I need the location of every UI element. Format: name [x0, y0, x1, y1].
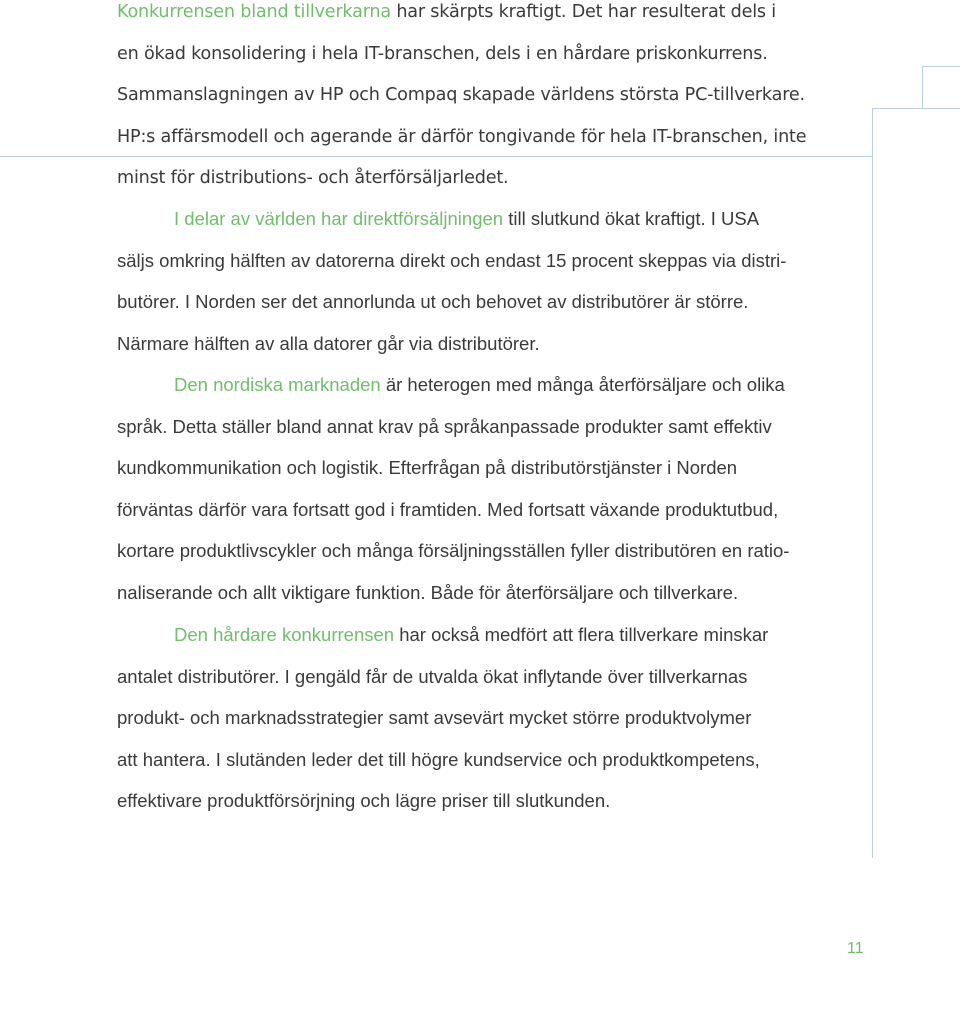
paragraph-competition-manufacturers [117, 0, 817, 200]
decorative-rule [872, 108, 873, 858]
paragraph-direct-sales [117, 198, 817, 364]
text-line: att hantera. I slutänden leder det till högre kundservice och produktkompetens, [117, 748, 760, 770]
decorative-rule [922, 66, 923, 108]
text-line: minst för distributions- och återförsäljarledet. [117, 168, 509, 188]
paragraph-harder-competition [117, 614, 817, 822]
text-line: antalet distributörer. I gengäld får de utvalda ökat inflytande över tillverkarnas [117, 665, 748, 687]
text-line: Närmare hälften av alla datorer går via distributörer. [117, 332, 540, 354]
highlight-phrase: I delar av världen har direktförsäljningen [174, 208, 504, 229]
text-line: en ökad konsolidering i hela IT-branschen, dels i en hårdare priskonkurrens. [117, 43, 768, 64]
text-line: HP:s affärsmodell och agerande är därför tongivande för hela IT-branschen, inte [117, 126, 807, 147]
text-line: Konkurrensen bland tillverkarna har skärpts kraftigt. Det har resulterat dels i [117, 2, 776, 22]
paragraph-nordic-market [117, 364, 817, 613]
text-line: Den hårdare konkurrensen har också medfört att flera tillverkare minskar [174, 624, 769, 645]
text-line: Den nordiska marknaden är heterogen med många återförsäljare och olika [174, 374, 785, 395]
text-line: kundkommunikation och logistik. Efterfrågan på distributörstjänster i Norden [117, 457, 738, 478]
text-line: I delar av världen har direktförsäljningen till slutkund ökat kraftigt. I USA [174, 208, 760, 229]
text-line: kortare produktlivscykler och många försäljningsställen fyller distributören en ratio- [117, 540, 790, 561]
decorative-rule [922, 66, 960, 67]
page-number: 11 [847, 940, 864, 957]
text-line: effektivare produktförsörjning och lägre priser till slutkunden. [117, 790, 611, 811]
highlight-phrase: Konkurrensen bland tillverkarna [117, 2, 391, 22]
highlight-phrase: Den hårdare konkurrensen [174, 624, 395, 645]
text-line: språk. Detta ställer bland annat krav på språkanpassade produkter samt effektiv [117, 415, 772, 437]
text-line: säljs omkring hälften av datorerna direkt och endast 15 procent skeppas via distri- [117, 249, 787, 271]
decorative-rule [872, 108, 960, 109]
text-line: Sammanslagningen av HP och Compaq skapade världens största PC-tillverkare. [117, 85, 805, 105]
highlight-phrase: Den nordiska marknaden [174, 374, 381, 395]
text-line: butörer. I Norden ser det annorlunda ut och behovet av distributörer är större. [117, 291, 749, 312]
text-line: produkt- och marknadsstrategier samt avsevärt mycket större produktvolymer [117, 707, 752, 728]
text-line: förväntas därför vara fortsatt god i framtiden. Med fortsatt växande produktutbud, [117, 498, 779, 520]
text-line: naliserande och allt viktigare funktion. Både för återförsäljare och tillverkare. [117, 581, 739, 603]
